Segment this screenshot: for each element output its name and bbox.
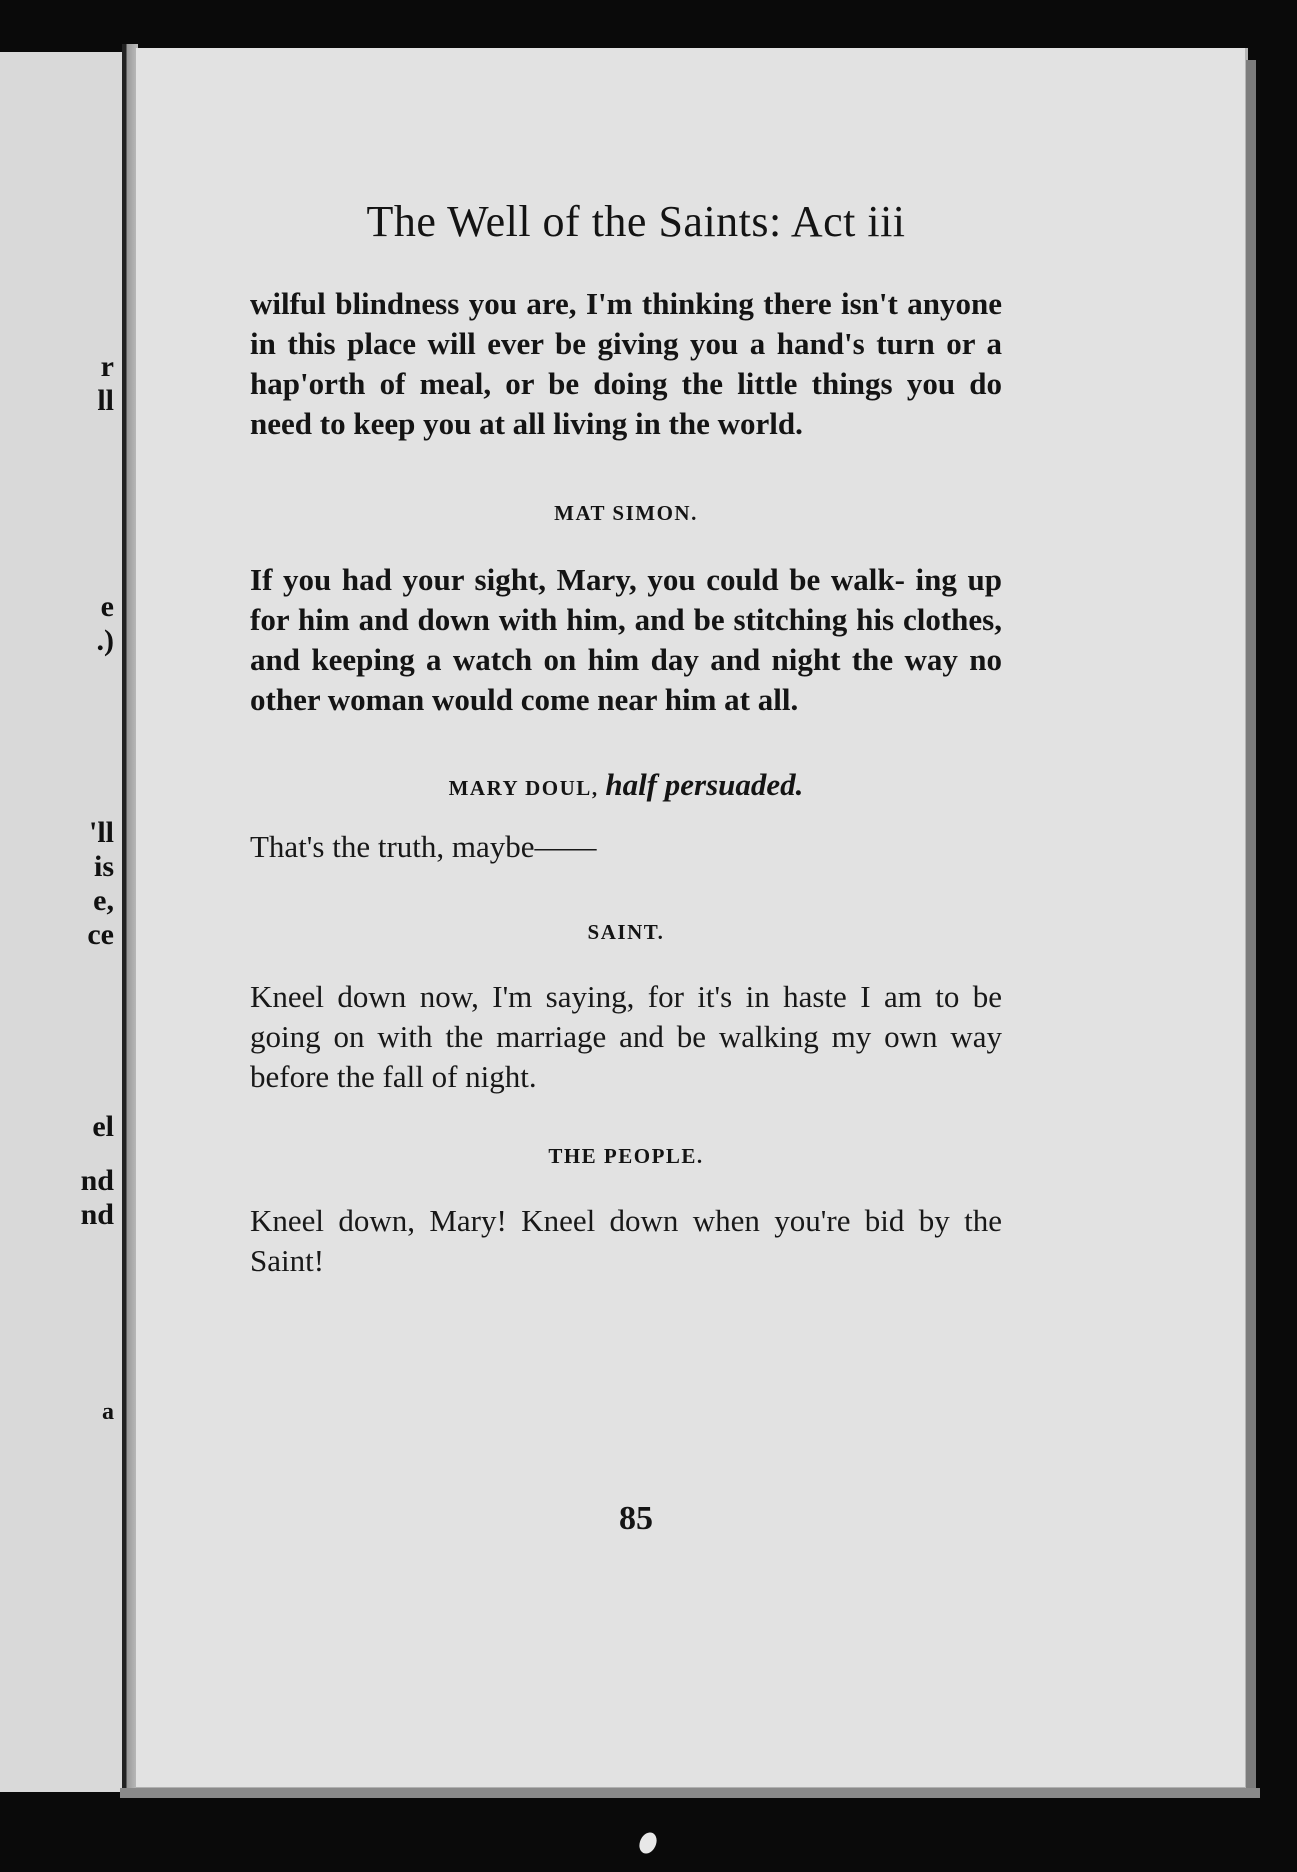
speaker-heading (250, 498, 1002, 528)
left-page-fragment: nd (80, 1198, 114, 1231)
left-page-fragment: 'll (88, 816, 114, 849)
speaker-name: MARY DOUL, (448, 776, 599, 800)
speaker-heading (250, 917, 1002, 947)
speech-paragraph: Kneel down, Mary! Kneel down when you're bid by the Saint! (250, 1203, 1002, 1278)
speaker-name: MAT SIMON. (554, 501, 698, 525)
speaker-name: SAINT. (587, 920, 665, 944)
left-page-fragment: el (92, 1110, 114, 1143)
running-head: The Well of the Saints: Act iii (366, 197, 906, 246)
speech-paragraph: wilful blindness you are, I'm thinking there isn't anyone in this place will ever be giving you a hand's turn or a hap'orth of meal, or be doing the little things you do need to keep you at all living in the world. (250, 286, 1002, 441)
speaker-name: THE PEOPLE. (548, 1144, 704, 1168)
previous-page-edge (0, 52, 124, 1792)
left-page-fragment: ll (97, 384, 114, 417)
scan-speck (636, 1830, 660, 1857)
left-page-fragment: ce (87, 918, 114, 951)
page-number: 85 (619, 1500, 653, 1537)
page-bottom-edge (120, 1788, 1260, 1798)
left-page-fragment: e, (93, 884, 114, 917)
left-page-fragment: a (102, 1399, 114, 1425)
left-page-fragment: e (100, 590, 114, 623)
speech-paragraph: Kneel down now, I'm saying, for it's in haste I am to be going on with the marriage and be walking my own way before the fall of night. (250, 979, 1002, 1094)
speech-paragraph: If you had your sight, Mary, you could be walk- ing up for him and down with him, and be stitching his clothes, and keeping a watch on him day and night the way no other woman would come near him at all. (250, 562, 1002, 717)
page-right-edge (1246, 60, 1256, 1790)
left-page-fragment: nd (80, 1164, 114, 1197)
play-text (250, 284, 1002, 1281)
book-page (136, 48, 1248, 1790)
left-page-fragment: r (100, 350, 114, 383)
left-page-fragment: is (93, 850, 114, 883)
speaker-heading (250, 1141, 1002, 1171)
speech-paragraph: That's the truth, maybe—— (250, 829, 597, 864)
speaker-heading (250, 767, 1002, 803)
left-page-fragment: .) (96, 624, 114, 657)
stage-direction: half persuaded. (605, 767, 804, 802)
